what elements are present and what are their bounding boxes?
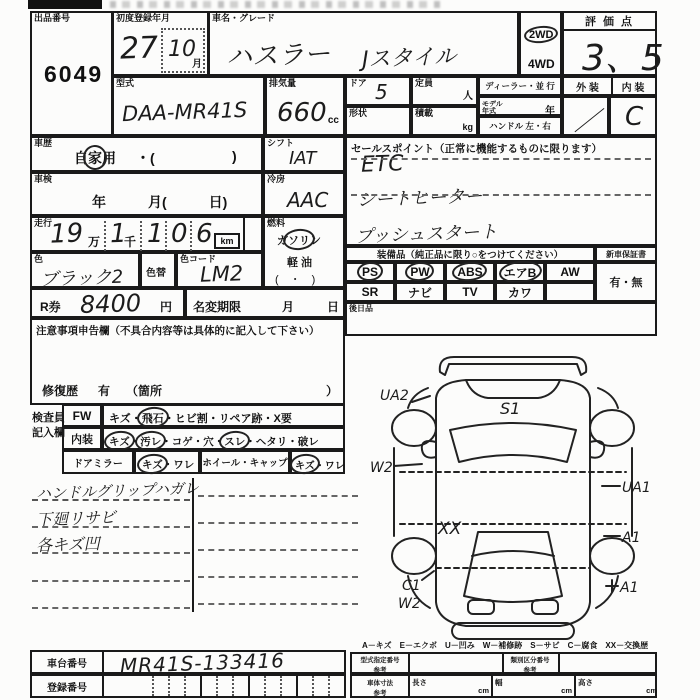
dimensions-text: 車体寸法: [367, 680, 393, 687]
ac-cell: [263, 172, 345, 216]
drive-2wd-circled: 2WD: [529, 29, 554, 41]
interior-label: 内 装: [621, 82, 645, 94]
mileage-sen-unit: 千: [124, 235, 137, 249]
class-division-label: [502, 654, 560, 675]
name-change-month: 月: [282, 300, 295, 314]
damage-mark-ua1: UA1: [622, 480, 651, 496]
lot-number-value: 6049: [44, 61, 104, 87]
blurred-header-text: [110, 1, 440, 8]
chassis-number-value: MR41S-133416: [119, 648, 286, 678]
divider: [280, 676, 282, 696]
divider: [351, 158, 651, 160]
first-registration-month: 10: [168, 37, 196, 62]
damage-legend: A－キズ E－エクボ U－凹み W－補修跡 S－サビ C－腐食 XX－交換歴: [362, 641, 649, 650]
divider: [184, 676, 186, 696]
load-cell: [411, 106, 478, 136]
wheel-cap-items-cell: [290, 450, 345, 474]
mileage-digit-1: 1: [147, 219, 164, 249]
length-label: 長さ: [412, 678, 427, 687]
width-label: 幅: [495, 678, 503, 687]
capacity-label: 定員: [415, 78, 434, 88]
damage-mark-xx: XX: [438, 519, 462, 539]
equip-airbag-cell: [495, 262, 545, 282]
divider: [264, 676, 266, 696]
headlights: [466, 380, 560, 398]
car-name-value: ハスラー: [225, 39, 331, 73]
color-code-value: LM2: [199, 261, 244, 287]
note-rule: [32, 607, 190, 609]
interior-items-cell: [102, 427, 345, 450]
lot-number-label: 出品番号: [34, 13, 71, 23]
mirror-item-kizu: キズ: [142, 459, 163, 471]
chassis-number-label: 車台番号: [32, 652, 104, 672]
door-value: 5: [375, 80, 388, 104]
equip-ps: PS: [361, 265, 378, 279]
color-code-label: 色コード: [180, 254, 217, 264]
note-rule: [198, 549, 358, 551]
score-label: 評 価 点: [564, 13, 655, 31]
score-cell: [562, 11, 664, 79]
history-post: 用: [102, 150, 116, 166]
first-registration-month-box: [161, 28, 205, 73]
wheel-item-b: ・ワレ: [314, 461, 345, 472]
inspection-fields: 年 月( 日): [92, 194, 228, 210]
damage-mark-a1: A1: [622, 530, 641, 546]
notice-box: [30, 318, 345, 405]
note-rule: [198, 495, 358, 497]
r-ticket-unit: 円: [160, 300, 173, 314]
later-items-box: [345, 302, 657, 336]
model-code-label: 型式: [116, 78, 135, 88]
chassis-number-row: [30, 648, 346, 678]
color-value: ブラック2: [39, 266, 124, 291]
history-value: [74, 148, 116, 168]
class-division-sub: 参考: [523, 667, 537, 675]
note-line-1: ハンドルグリップハガレ: [35, 479, 200, 503]
mirror-item-b: ・ワレ: [162, 459, 195, 471]
wheel-cap-label-cell: ホイール・キャップ: [200, 450, 290, 474]
height-unit: cm: [646, 686, 657, 695]
length-cell: [410, 676, 493, 696]
equip-navi-cell: ナビ: [395, 282, 445, 302]
mileage-sen-value: 1: [109, 218, 128, 250]
mileage-label: 走行: [34, 218, 53, 228]
height-cell: [576, 676, 659, 696]
repair-paren-close: ）: [326, 384, 339, 398]
fw-item-circled: 飛石: [142, 410, 164, 426]
door-mirror-items: [142, 457, 194, 472]
shape-cell: [345, 106, 411, 136]
divider: [140, 221, 142, 251]
color-code-cell: [176, 252, 263, 288]
ext-int-header: [562, 76, 657, 96]
ac-label: 冷房: [267, 174, 286, 184]
drive-type-cell: [519, 11, 562, 76]
month-unit: 月: [192, 59, 202, 70]
equip-abs-cell: [445, 262, 495, 282]
interior-item-e: ・ヘタリ・破レ: [245, 436, 319, 448]
right-tail-light: [532, 600, 558, 614]
divider: [312, 676, 314, 696]
fuel-gasoline-2: ン: [310, 235, 321, 247]
note-line-2: 下廻リサビ: [35, 507, 117, 530]
note-line-3: 各キズ凹: [35, 533, 101, 556]
displacement-label: 排気量: [269, 78, 297, 88]
sep: ・: [129, 436, 141, 448]
equip-airbag: エアB: [503, 265, 537, 280]
type-designation-text: 型式指定番号: [360, 657, 400, 664]
front-bumper: [440, 357, 586, 375]
divider: [152, 676, 154, 696]
exterior-grade-cell: [562, 96, 609, 136]
shape-label: 形状: [349, 108, 368, 118]
damage-mark-c1: C1: [402, 578, 421, 594]
inspection-label: 車検: [34, 174, 53, 184]
rear-window-curve: [472, 551, 554, 556]
sales-point-3: プッシュスタート: [354, 221, 498, 248]
rear-left-wheel: [392, 538, 436, 574]
interior-item-kizu: キズ: [109, 436, 130, 448]
damage-mark-ua2: UA2: [380, 388, 409, 404]
dimensions-label: [352, 676, 410, 696]
damage-mark-w2: W2: [370, 460, 393, 476]
equip-sr-cell: SR: [345, 282, 395, 302]
load-label: 積載: [415, 108, 434, 118]
type-designation-label: [352, 654, 410, 675]
color-label: 色: [34, 254, 44, 264]
exterior-label: 外 装: [576, 82, 599, 94]
name-change-day: 日: [327, 300, 340, 314]
interior-item-sure: スレ: [224, 436, 246, 448]
fuel-label: 燃料: [267, 218, 286, 228]
note-rule: [32, 499, 190, 501]
repair-paren-open: （箇所: [126, 384, 163, 398]
note-rule: [198, 576, 358, 578]
equip-pw: PW: [410, 265, 430, 279]
fuel-gasoline-1: ガ: [277, 235, 288, 247]
equip-leather-cell: カワ: [495, 282, 545, 302]
fw-items-cell: [102, 404, 345, 427]
width-unit: cm: [561, 686, 572, 695]
length-unit: cm: [478, 686, 489, 695]
color-cell: [30, 252, 140, 291]
displacement-value: 660: [277, 98, 327, 128]
interior-item-c: ・コゲ・穴・: [161, 436, 225, 448]
interior-item-yogore: 汚レ: [140, 436, 162, 448]
first-registration-year: 27: [119, 30, 159, 67]
displacement-cell: [265, 76, 345, 136]
class-division-text: 類別区分番号: [510, 657, 550, 664]
divider: [190, 221, 192, 251]
drive-4wd: 4WD: [528, 57, 555, 71]
fuel-paren: ( ・ ): [275, 274, 316, 286]
model-year-label-2: 年式: [482, 108, 496, 115]
sales-point-label: セールスポイント（正常に機能するものに限ります）: [351, 143, 603, 155]
history-pre: 自: [74, 150, 88, 166]
handle-side-cell: ハンドル 左・右: [478, 116, 562, 136]
inspector-label-1: 検査員: [32, 412, 65, 424]
sales-point-2: シートヒーター: [356, 185, 483, 212]
width-cell: [493, 676, 576, 696]
divider: [328, 676, 330, 696]
inspection-cell: [30, 172, 263, 216]
divider: [248, 676, 250, 696]
fw-items: [109, 410, 292, 426]
car-name-cell: [208, 11, 519, 76]
ac-value: AAC: [287, 188, 329, 212]
exterior-grade-value: ／: [574, 107, 601, 137]
note-rule: [198, 603, 358, 605]
dimensions-sub: 参考: [373, 690, 387, 698]
interior-label-cell: 内装: [62, 427, 102, 450]
door-mirror-label-cell: ドアミラー: [62, 450, 134, 474]
door-mirror-items-cell: [134, 450, 200, 474]
divider: [200, 676, 202, 696]
wheel-cap-items: [295, 457, 345, 472]
capacity-unit: 人: [463, 91, 473, 102]
fuel-diesel: 軽 油: [287, 257, 313, 269]
interior-grade-cell: [609, 96, 657, 136]
shift-value: IAT: [289, 148, 317, 169]
divider: [351, 194, 651, 196]
history-paren-close: ): [232, 148, 237, 164]
divider: [104, 221, 106, 251]
rear-right-fender: [596, 576, 618, 608]
repair-history-value: 有: [98, 384, 111, 398]
divider: [243, 218, 245, 250]
note-rule: [32, 552, 190, 554]
history-circled: 家: [88, 150, 102, 166]
model-code-value: DAA-MR41S: [121, 97, 248, 127]
fuel-gasoline-circled: ソリ: [288, 232, 310, 248]
sales-point-box: [345, 136, 657, 246]
car-grade-value: Jスタイル: [361, 44, 457, 73]
equipment-header: 装備品（純正品に限り○をつけてください）: [345, 246, 595, 262]
warranty-header: 新車保証書: [595, 246, 657, 262]
repair-history-label: 修復歴: [42, 384, 79, 398]
mileage-unit-box: km: [214, 233, 240, 249]
registration-number-label: 登録番号: [32, 676, 104, 696]
first-registration-cell: [112, 11, 209, 76]
note-rule: [32, 580, 190, 582]
dealer-import-cell: ディーラー・並 行: [478, 76, 562, 96]
car-name-label: 車名・グレード: [212, 13, 276, 23]
displacement-unit: cc: [327, 115, 339, 126]
interior-grade-value: C: [625, 102, 644, 132]
shift-label: シフト: [267, 138, 295, 148]
divider: [216, 676, 218, 696]
name-change-label: 名変期限: [193, 300, 242, 314]
type-designation-sub: 参考: [373, 667, 387, 675]
w2-leader: [394, 464, 422, 466]
r-ticket-value: 8400: [79, 288, 142, 320]
damage-mark-s1: S1: [500, 399, 521, 418]
height-label: 高さ: [578, 678, 593, 687]
color-change-cell: [140, 252, 176, 288]
divider: [165, 221, 167, 251]
model-year-cell: [478, 96, 562, 116]
divider: [232, 676, 234, 696]
later-items-label: 後日品: [349, 304, 373, 313]
car-damage-diagram: [366, 350, 660, 646]
sales-point-1: ETC: [360, 151, 405, 178]
divider: [296, 676, 298, 696]
damage-mark-a1b: A1: [620, 580, 639, 596]
equip-blank-cell: [545, 282, 595, 302]
mileage-cell: [30, 216, 263, 252]
door-cell: [345, 76, 411, 106]
notice-label: 注意事項申告欄（不具合内容等は具体的に記入して下さい）: [36, 325, 320, 337]
registration-number-row: [30, 674, 346, 698]
equip-aw: AW: [560, 265, 580, 279]
shift-cell: [263, 136, 345, 172]
score-value: 3、5: [582, 38, 664, 79]
load-unit: kg: [462, 122, 473, 132]
equip-ps-cell: [345, 262, 395, 282]
equip-pw-cell: [395, 262, 445, 282]
redaction-bar: [28, 0, 102, 9]
mileage-man-value: 19: [49, 218, 84, 250]
interior-items: [109, 434, 319, 449]
ref-row-1: [350, 652, 657, 674]
capacity-cell: [411, 76, 478, 106]
front-right-wheel: [590, 410, 634, 446]
mileage-digit-2: 0: [171, 219, 188, 249]
equip-abs: ABS: [457, 265, 483, 279]
left-tail-light: [468, 600, 494, 614]
fw-item-c: ・ヒビ割・リペア跡・X要: [163, 413, 292, 425]
lot-number-cell: [30, 11, 113, 136]
notes-divider: [192, 478, 194, 612]
model-year-label-1: モデル: [482, 101, 503, 108]
mileage-man-unit: 万: [88, 235, 101, 249]
fuel-cell: [263, 216, 345, 288]
fw-label-cell: FW: [62, 404, 102, 427]
divider: [168, 676, 170, 696]
history-cell: [30, 136, 263, 172]
front-left-wheel: [392, 410, 436, 446]
model-year-unit: 年: [545, 106, 555, 117]
r-ticket-cell: [30, 288, 185, 318]
windshield: [450, 423, 576, 462]
note-rule: [32, 526, 190, 528]
damage-mark-w2b: W2: [398, 596, 421, 612]
mileage-digit-3: 6: [196, 219, 213, 249]
fw-item-a: キズ・: [109, 413, 142, 425]
model-code-cell: [112, 76, 265, 136]
history-paren-open: ・(: [136, 150, 155, 166]
color-change-label: 色替: [146, 268, 166, 279]
front-right-fender: [598, 388, 618, 408]
equip-tv-cell: TV: [445, 282, 495, 302]
wheel-item-kizu: キズ: [295, 457, 315, 472]
inspector-label-2: 記入欄: [32, 427, 65, 439]
warranty-value-cell: 有・無: [595, 262, 657, 302]
r-ticket-label: R券: [40, 300, 61, 314]
door-label: ドア: [349, 78, 367, 88]
first-registration-label: 初度登録年月: [116, 13, 171, 23]
fuel-gasoline: [277, 232, 321, 248]
equip-aw-cell: [545, 262, 595, 282]
note-rule: [198, 522, 358, 524]
name-change-cell: [185, 288, 345, 318]
ref-row-2: [350, 674, 657, 698]
history-label: 車歴: [34, 138, 53, 148]
